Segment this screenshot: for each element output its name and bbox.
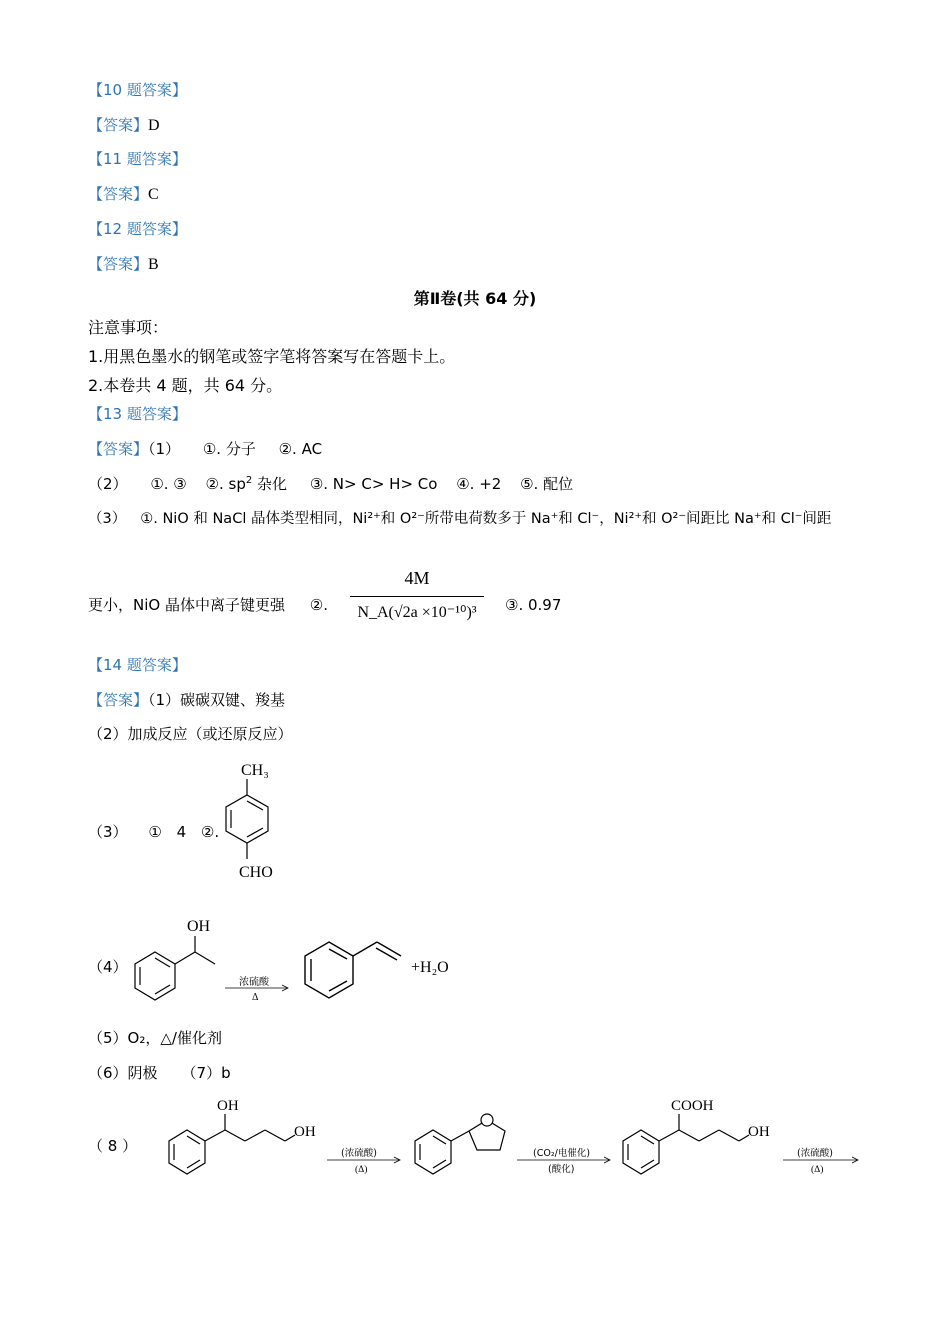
answer-value: B bbox=[148, 256, 159, 273]
text: 杂化 bbox=[252, 475, 288, 493]
answer-tag: 【答案】 bbox=[88, 691, 149, 709]
part-label: （ 8 ） bbox=[88, 1137, 138, 1155]
synthesis-route bbox=[155, 1090, 865, 1190]
q13-p3-a: ①. NiO 和 NaCl 晶体类型相同，Ni²⁺和 O²⁻所带电荷数多于 Na⁺和 Cl⁻，Ni²⁺和 O²⁻间距比 Na⁺和 Cl⁻间距 bbox=[140, 511, 832, 527]
q13-part2 bbox=[88, 473, 573, 495]
arrow-reagent: 浓硫酸 bbox=[239, 977, 269, 988]
bond bbox=[659, 1130, 679, 1141]
arrow2-condition: (酸化) bbox=[548, 1164, 575, 1175]
q13-density-formula bbox=[350, 566, 490, 632]
bond bbox=[175, 952, 195, 964]
q14-p7: （7）b bbox=[181, 1064, 231, 1082]
arrow3-condition: (Δ) bbox=[811, 1165, 824, 1175]
q13-header: 【13 题答案】 bbox=[88, 405, 187, 423]
q14-p3-b: ②. bbox=[200, 823, 220, 841]
q14-part6-7 bbox=[88, 1062, 231, 1084]
water-product: +H₂O bbox=[411, 959, 449, 976]
arrow2-reagent: (CO₂/电催化) bbox=[533, 1148, 591, 1159]
oh-label: OH bbox=[748, 1124, 770, 1140]
cooh-label: COOH bbox=[671, 1098, 714, 1114]
oh-label: OH bbox=[217, 1098, 239, 1114]
vinyl-double-bond bbox=[377, 942, 401, 956]
q14-p1: （1）碳碳双键、羧基 bbox=[148, 691, 286, 709]
benzene-ring bbox=[135, 952, 175, 1000]
bond bbox=[679, 1130, 699, 1141]
answer-tag: 【答案】 bbox=[88, 255, 149, 273]
arrow3-reagent: (浓硫酸) bbox=[797, 1148, 833, 1159]
q13-p3-c: ③. 0.97 bbox=[505, 596, 562, 614]
answer-value: D bbox=[148, 117, 160, 134]
arrow1-condition: (Δ) bbox=[355, 1165, 368, 1175]
q12-answer-line bbox=[88, 253, 159, 276]
cho-label: CHO bbox=[239, 864, 273, 881]
ch3-label: CH₃ bbox=[241, 762, 269, 779]
benzene-ring bbox=[226, 795, 268, 843]
part-label: （3） bbox=[88, 511, 127, 527]
oxygen-atom bbox=[481, 1114, 493, 1126]
section-title: 第Ⅱ卷(共 64 分) bbox=[413, 289, 537, 308]
p-tolualdehyde-structure bbox=[215, 755, 295, 885]
arrow1-reagent: (浓硫酸) bbox=[341, 1148, 377, 1159]
q14-part2: （2）加成反应（或还原反应） bbox=[88, 725, 293, 743]
formula-denominator: N_A(√2a ×10⁻¹⁰)³ bbox=[357, 604, 477, 621]
bond bbox=[245, 1130, 265, 1141]
bond bbox=[265, 1130, 285, 1141]
q11-answer-line bbox=[88, 183, 159, 206]
bond bbox=[699, 1130, 719, 1141]
q13-p3-b-marker: ②. bbox=[309, 596, 328, 614]
text: ②. sp bbox=[205, 475, 246, 493]
bond bbox=[195, 952, 215, 964]
formula-numerator: 4M bbox=[404, 568, 430, 588]
q13-p3-a-cont: 更小，NiO 晶体中离子键更强 bbox=[88, 596, 285, 614]
notice-title: 注意事项： bbox=[88, 318, 169, 337]
vinyl-double-bond bbox=[376, 948, 397, 960]
q13-part1 bbox=[88, 438, 322, 460]
bond bbox=[205, 1130, 225, 1141]
answer-tag: 【答案】 bbox=[88, 440, 149, 458]
notice-1: 1.用黑色墨水的钢笔或签字笔将答案写在答题卡上。 bbox=[88, 347, 456, 366]
answer-value: C bbox=[148, 186, 159, 203]
q14-p3-a: ① bbox=[148, 823, 162, 841]
fraction-bar bbox=[350, 596, 484, 597]
q13-p2-a: ①. ③ bbox=[150, 475, 187, 493]
oh-label: OH bbox=[187, 918, 211, 935]
q13-part3-line1 bbox=[88, 508, 831, 530]
part-label: （1） bbox=[148, 440, 181, 458]
q10-header: 【10 题答案】 bbox=[88, 81, 187, 99]
q14-header: 【14 题答案】 bbox=[88, 656, 187, 674]
q10-answer-line bbox=[88, 114, 160, 137]
q13-p2-b bbox=[206, 475, 287, 493]
q14-part4-label: （4） bbox=[88, 958, 128, 976]
arrow-condition: Δ bbox=[252, 992, 259, 1003]
bond bbox=[225, 1130, 245, 1141]
answer-tag: 【答案】 bbox=[88, 185, 149, 203]
part-label: （3） bbox=[88, 823, 128, 841]
superscript: 2 bbox=[245, 475, 253, 486]
answer-tag: 【答案】 bbox=[88, 116, 149, 134]
q13-p2-e: ⑤. 配位 bbox=[520, 475, 574, 493]
q13-p2-c: ③. N> C> H> Co bbox=[309, 475, 438, 493]
q11-header: 【11 题答案】 bbox=[88, 150, 187, 168]
bond bbox=[451, 1131, 469, 1141]
q14-part3 bbox=[88, 821, 219, 843]
q14-p3-a-value: 4 bbox=[176, 823, 187, 841]
oh-label: OH bbox=[294, 1124, 316, 1140]
q13-p1-a: ①. 分子 bbox=[202, 440, 256, 458]
q14-p6: （6）阴极 bbox=[88, 1064, 158, 1082]
q14-part5: （5）O₂，△/催化剂 bbox=[88, 1029, 222, 1047]
bond bbox=[719, 1130, 739, 1141]
q13-p2-d: ④. +2 bbox=[456, 475, 502, 493]
q13-p1-b: ②. AC bbox=[278, 440, 323, 458]
q12-header: 【12 题答案】 bbox=[88, 220, 187, 238]
q14-part1 bbox=[88, 689, 285, 711]
benzene-ring bbox=[305, 942, 353, 998]
part-label: （2） bbox=[88, 475, 128, 493]
bond bbox=[353, 942, 377, 956]
q14-part8-label bbox=[88, 1135, 137, 1157]
notice-2: 2.本卷共 4 题，共 64 分。 bbox=[88, 376, 283, 395]
dehydration-reaction bbox=[125, 910, 465, 1005]
q13-part3-line2 bbox=[88, 594, 328, 616]
